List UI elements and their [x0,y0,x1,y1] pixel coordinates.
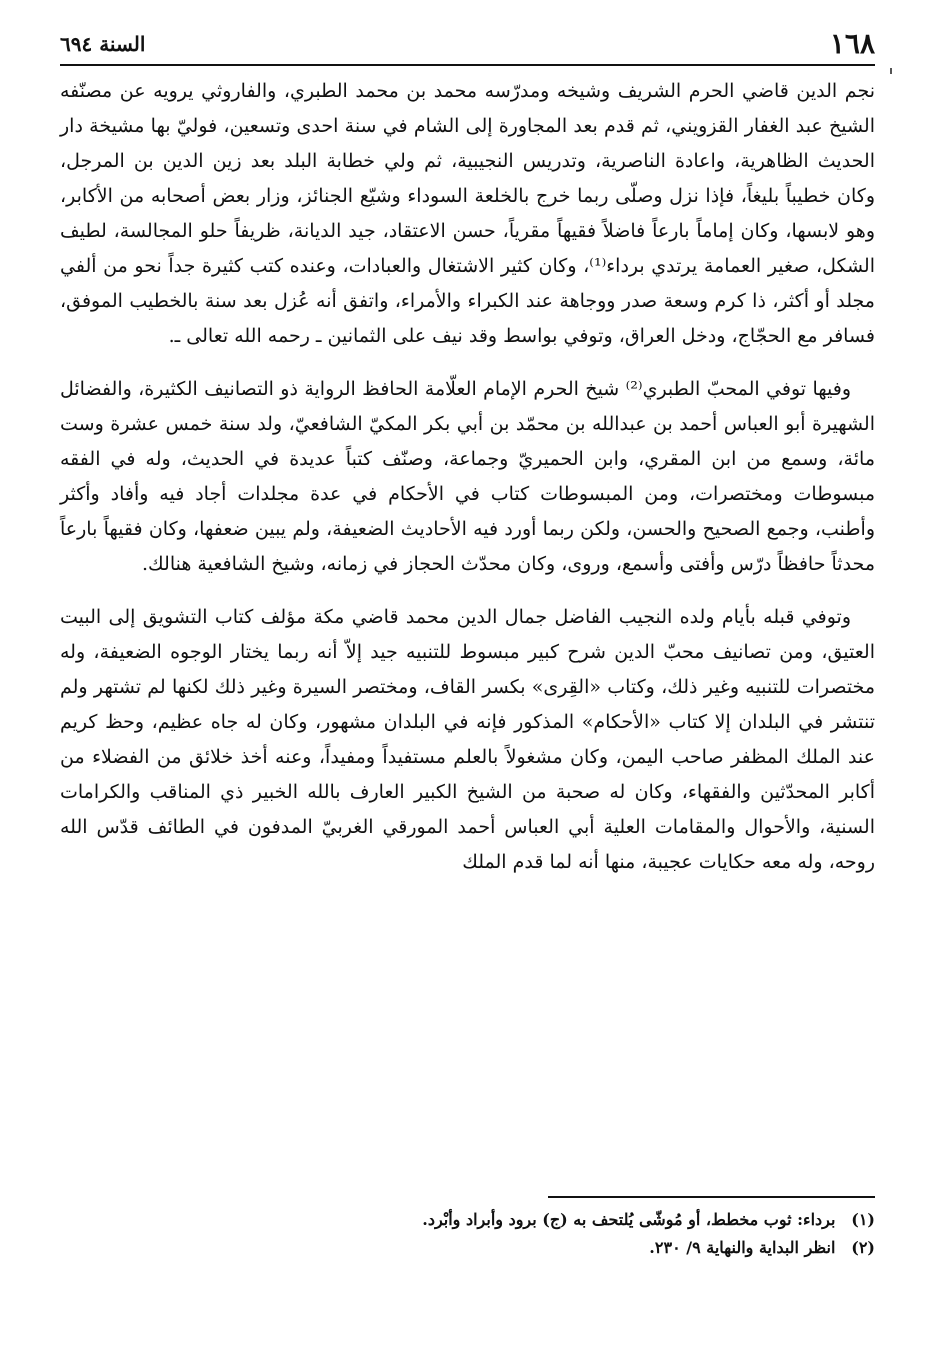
paragraph-1: نجم الدين قاضي الحرم الشريف وشيخه ومدرّسه محمد بن محمد الطبري، والفاروثي يرويه عن مصنّفه الشيخ عبد الغفار القزويني، ثم قدم بعد المجاورة إلى الشام في سنة احدى وتسعين، فوليّ بها مشيخة دار الحديث الظاهرية، واعادة الناصرية، وتدريس النجيبية، ثم ولي خطابة البلد بعد زين الدين بن المرجل، وكان خطيباً بليغاً، فإذا نزل وصلّى ربما خرج بالخلعة السوداء وشيّع الجنائز، وزار بعض أصحابه من الأكابر، وهو لابسها، وكان إماماً بارعاً فاضلاً فقيهاً مقرياً، حسن الاعتقاد، جيد الديانة، ظريفاً حلو المجالسة، لطيف الشكل، صغير العمامة يرتدي برداء⁽¹⁾، وكان كثير الاشتغال والعبادات، وعنده كتب كثيرة جداً نحو من ألفي مجلد أو أكثر، ذا كرم وسعة صدر ووجاهة عند الكبراء والأمراء، واتفق أنه عُزل بعد سنة بالخطيب الموفق، فسافر مع الحجّاج، ودخل العراق، وتوفي بواسط وقد نيف على الثمانين ـ رحمه الله تعالى ـ. [60,80,875,347]
footnote-1 [300,1206,875,1234]
footnote-1-text: برداء: ثوب مخطط، أو مُوشّى يُلتحف به (ج) برود وأبراد وأبْرد. [422,1210,836,1229]
header-rule [60,64,875,66]
paragraph-2: وفيها توفي المحبّ الطبري⁽²⁾ شيخ الحرم الإمام العلّامة الحافظ الرواية ذو التصانيف الكثيرة، والفضائل الشهيرة أبو العباس أحمد بن عبدالله بن محمّد بن أبي بكر المكيّ الشافعيّ، ولد سنة خمس عشرة وست مائة، وسمع من ابن المقري، وابن الحميريّ وجماعة، وصنّف كتباً عديدة في الحديث، وله في الفقه مبسوطات ومختصرات، ومن المبسوطات كتاب في الأحكام في عدة مجلدات أجاد فيه وأفاد وأكثر وأطنب، وجمع الصحيح والحسن، ولكن ربما أورد فيه الأحاديث الضعيفة، ولم يبين ضعفها، وكان فقيهاً بارعاً محدثاً حافظاً درّس وأفتى وأسمع، وروى، وكان محدّث الحجاز في زمانه، وشيخ الشافعية هنالك. [60,378,875,575]
page-number: ١٦٨ [829,27,875,60]
footnote-2-number: (٢) [851,1238,875,1257]
footnote-2-text: انظر البداية والنهاية ٩/ ٢٣٠. [649,1238,836,1257]
footnote-2 [300,1234,875,1262]
footnote-1-number: (١) [851,1210,875,1229]
running-head: السنة ٦٩٤ [60,32,146,56]
footnote-rule [548,1196,875,1198]
footnotes [300,1206,875,1262]
page-header [60,26,875,62]
main-text [60,74,875,898]
paragraph-3: وتوفي قبله بأيام ولده النجيب الفاضل جمال الدين محمد قاضي مكة مؤلف كتاب التشويق إلى البيت العتيق، ومن تصانيف محبّ الدين شرح كبير مبسوط للتنبيه جيد إلاّ أنه ربما يختار الوجوه الضعيفة، وله مختصرات للتنبيه وغير ذلك، وكتاب «القِرى» بكسر القاف، ومختصر السيرة وغير ذلك لكنها لم تشتهر ولم تنتشر في البلدان إلا كتاب «الأحكام» المذكور فإنه في البلدان مشهور، وكان له جاه عظيم، وحظ كريم عند الملك المظفر صاحب اليمن، وكان مشغولاً بالعلم مستفيداً ومفيداً، وعنه أخذ خلائق من الفضلاء من أكابر المحدّثين والفقهاء، وكان له صحبة من الشيخ الكبير العارف بالله الخبير ذي المناقب والكرامات السنية، والأحوال والمقامات العلية أبي العباس أحمد المورقي الغربيّ المدفون في الطائف قدّس الله روحه، وله معه حكايات عجيبة، منها أنه لما قدم الملك [60,606,875,873]
margin-mark [890,68,892,74]
